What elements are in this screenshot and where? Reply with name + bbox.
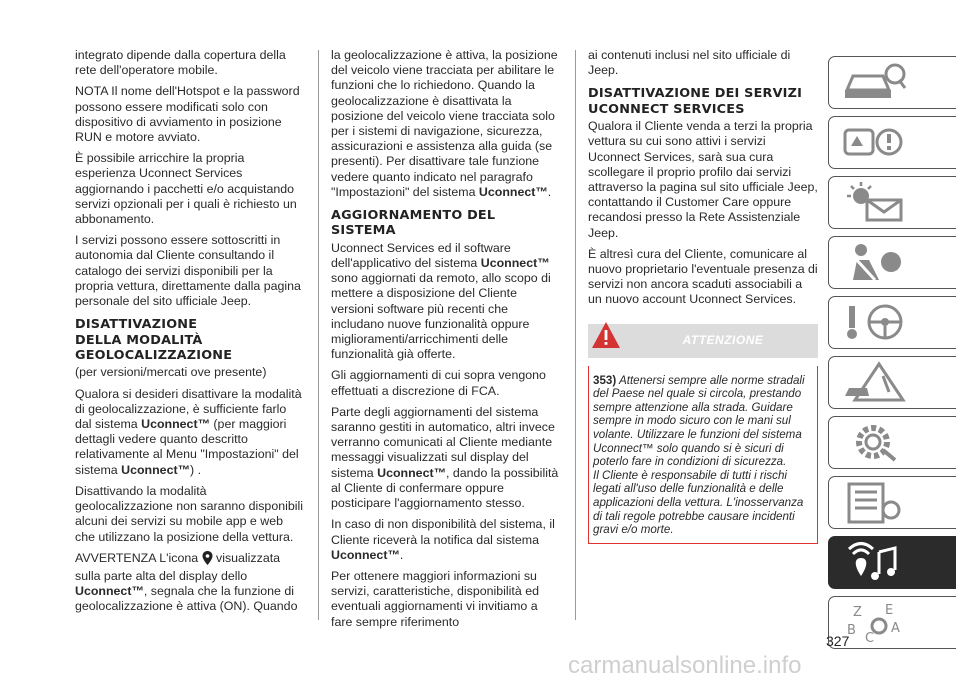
chapter-tabs [828, 56, 956, 656]
text: la geolocalizzazione è attiva, la posizione del veicolo viene tracciata per abilitare le funzioni che lo richiedono. Quando la geolocalizzazione è disattivata la posizione del veicolo viene tracciata solo per i sistemi di navigazione, sicurezza, assicurazioni e assistenza alla guida (se presenti). Per disattivare tale funzione vedere quanto indicato nel paragrafo "Impostazioni" del sistema [331, 48, 558, 199]
paragraph: Qualora il Cliente venda a terzi la propria vettura su cui sono attivi i servizi Uconnect Services, sarà sua cura scollegare il proprio profilo dai servizi attraverso la pagina sul sito ufficiale Jeep, contattando il Customer Care oppure recandosi presso la Rete Assistenziale Jeep. [588, 119, 818, 240]
car-info-icon [839, 60, 909, 104]
paragraph [75, 387, 303, 478]
warning-box [588, 366, 818, 544]
warning-title: ATTENZIONE [682, 332, 764, 347]
multimedia-icon [839, 540, 909, 584]
paragraph: È possibile arricchire la propria esperienza Uconnect Services aggiornando i pacchetti e/o acquistando servizi opzionali per i quali è richiesto un abbonamento. [75, 151, 297, 227]
sun-mail-icon [839, 180, 909, 224]
tab-driving[interactable] [828, 296, 956, 349]
paragraph: Gli aggiornamenti di cui sopra vengono effettuati a discrezione di FCA. [331, 368, 546, 398]
text: Attenersi sempre alle norme stradali del Paese nel quale si circola, prestando sempre attenzione alla strada. Guidare sempre in modo sicuro con le mani sul volante. Utilizzare le funzioni del sistema Uconnect™ solo quando si è sicuri di poterlo fare in condizioni di sicurezza. [593, 373, 805, 469]
dashboard-lights-icon [839, 120, 909, 164]
text: , dando la possibilità al Cliente di confermare oppure posticipare l'aggiornamento stesso. [331, 465, 559, 511]
heading-line: DISATTIVAZIONE [75, 317, 198, 333]
heading-line: UCONNECT SERVICES [588, 101, 745, 117]
safety-airbag-icon [839, 240, 909, 284]
tab-multimedia[interactable] [828, 536, 956, 589]
svg-text:A: A [891, 621, 900, 636]
warning-paragraph: Il Cliente è responsabile di tutti i rischi legati all'uso delle funzionalità e delle applicazioni della vettura. L'inosservanza di tali regole potrebbe causare incidenti gravi e/o morte. [593, 468, 804, 537]
alphabet-index-icon [839, 600, 909, 644]
tab-dashboard[interactable] [828, 116, 956, 169]
column-3 [588, 48, 818, 544]
paragraph: ai contenuti inclusi nel sito ufficiale di Jeep. [588, 48, 791, 78]
emergency-triangle-icon [839, 360, 909, 404]
brand-uconnect: Uconnect™ [480, 256, 550, 271]
column-divider-2 [575, 50, 576, 620]
text: Qualora si desideri disattivare la modalità di geolocalizzazione, è sufficiente farlo dal sistema [75, 386, 302, 432]
location-pin-icon [202, 551, 213, 569]
warning-header [588, 324, 818, 358]
warning-number: 353) [593, 373, 617, 387]
svg-text:B: B [847, 623, 856, 638]
column-2 [331, 48, 559, 636]
heading-line: GEOLOCALIZZAZIONE [75, 348, 233, 364]
tab-service[interactable] [828, 416, 956, 469]
text: , segnala che la funzione di geolocalizzazione è attiva (ON). Quando [75, 584, 298, 614]
watermark: carmanualsonline.info [568, 652, 802, 679]
svg-text:E: E [885, 603, 894, 618]
text: (per maggiori dettagli vedere quanto descritto relativamente al Menu "Impostazioni" del sistema [75, 417, 299, 477]
text: Parte degli aggiornamenti del sistema saranno gestiti in automatico, altri invece verranno comunicati al Cliente mediante messaggi visualizzati sul display del sistema [331, 404, 555, 480]
page-number: 327 [826, 633, 850, 649]
steering-wheel-icon [839, 300, 909, 344]
column-divider-1 [318, 50, 319, 620]
brand-uconnect: Uconnect™ [141, 417, 210, 432]
paragraph [331, 48, 559, 200]
column-1 [75, 48, 303, 621]
text: visualizzata sulla parte alta del display dello [75, 550, 281, 583]
section-heading-geolocation [75, 317, 303, 363]
section-heading-deactivation [588, 86, 818, 117]
brand-uconnect: Uconnect™ [478, 184, 548, 199]
service-gear-icon [839, 420, 909, 464]
paragraph [331, 241, 559, 363]
brand-uconnect: Uconnect™ [331, 547, 400, 562]
text: AVVERTENZA L'icona [75, 550, 202, 565]
heading-line: DISATTIVAZIONE DEI SERVIZI [588, 86, 803, 102]
paragraph: I servizi possono essere sottoscritti in autonomia dal Cliente consultando il catalogo dei servizi disponibili per la propria vettura, direttamente dalla pagina personale del sito ufficiale Jeep. [75, 233, 301, 309]
text: Uconnect Services ed il software dell'applicativo del sistema [331, 240, 511, 271]
paragraph: (per versioni/mercati ove presente) [75, 365, 267, 380]
text: . [547, 184, 552, 199]
warning-paragraph [593, 374, 813, 469]
brand-uconnect: Uconnect™ [377, 465, 446, 480]
paragraph: integrato dipende dalla copertura della rete dell'operatore mobile. [75, 48, 286, 78]
text: In caso di non disponibilità del sistema, il Cliente riceverà la notifica dal sistema [331, 517, 555, 547]
specs-list-icon [839, 480, 909, 524]
paragraph: È altresì cura del Cliente, comunicare al nuovo proprietario l'eventuale presenza di servizi non ancora scaduti associabili a un nuovo account Uconnect Services. [588, 246, 818, 307]
paragraph [331, 517, 559, 563]
tab-safety[interactable] [828, 236, 956, 289]
brand-uconnect: Uconnect™ [121, 462, 190, 477]
paragraph: NOTA Il nome dell'Hotspot e la password possono essere modificati solo con dispositivo di avviamento in posizione RUN e motore avviato. [75, 84, 300, 145]
paragraph: Disattivando la modalità geolocalizzazione non saranno disponibili alcuni dei servizi su mobile app e web che utilizzano la posizione della vettura. [75, 483, 304, 544]
paragraph [75, 551, 303, 615]
tab-specs[interactable] [828, 476, 956, 529]
text: . [399, 547, 404, 562]
text: sono aggiornati da remoto, allo scopo di mettere a disposizione del Cliente versioni software più recenti che includano nuove funzionalità oppure miglioramenti/arricchimenti delle funzionalità già offerte. [331, 271, 551, 362]
tab-emergency[interactable] [828, 356, 956, 409]
section-heading-update: AGGIORNAMENTO DEL SISTEMA [331, 208, 496, 239]
tab-climate-mail[interactable] [828, 176, 956, 229]
text: ) . [190, 462, 202, 477]
paragraph: Per ottenere maggiori informazioni su servizi, caratteristiche, disponibilità ed eventuali aggiornamenti vi invitiamo a fare sempre riferimento [331, 568, 539, 629]
svg-text:C: C [865, 631, 875, 644]
heading-line: DELLA MODALITÀ [75, 332, 203, 348]
svg-text:Z: Z [853, 605, 862, 620]
brand-uconnect: Uconnect™ [75, 584, 144, 599]
paragraph [331, 405, 559, 511]
tab-car-info[interactable] [828, 56, 956, 109]
